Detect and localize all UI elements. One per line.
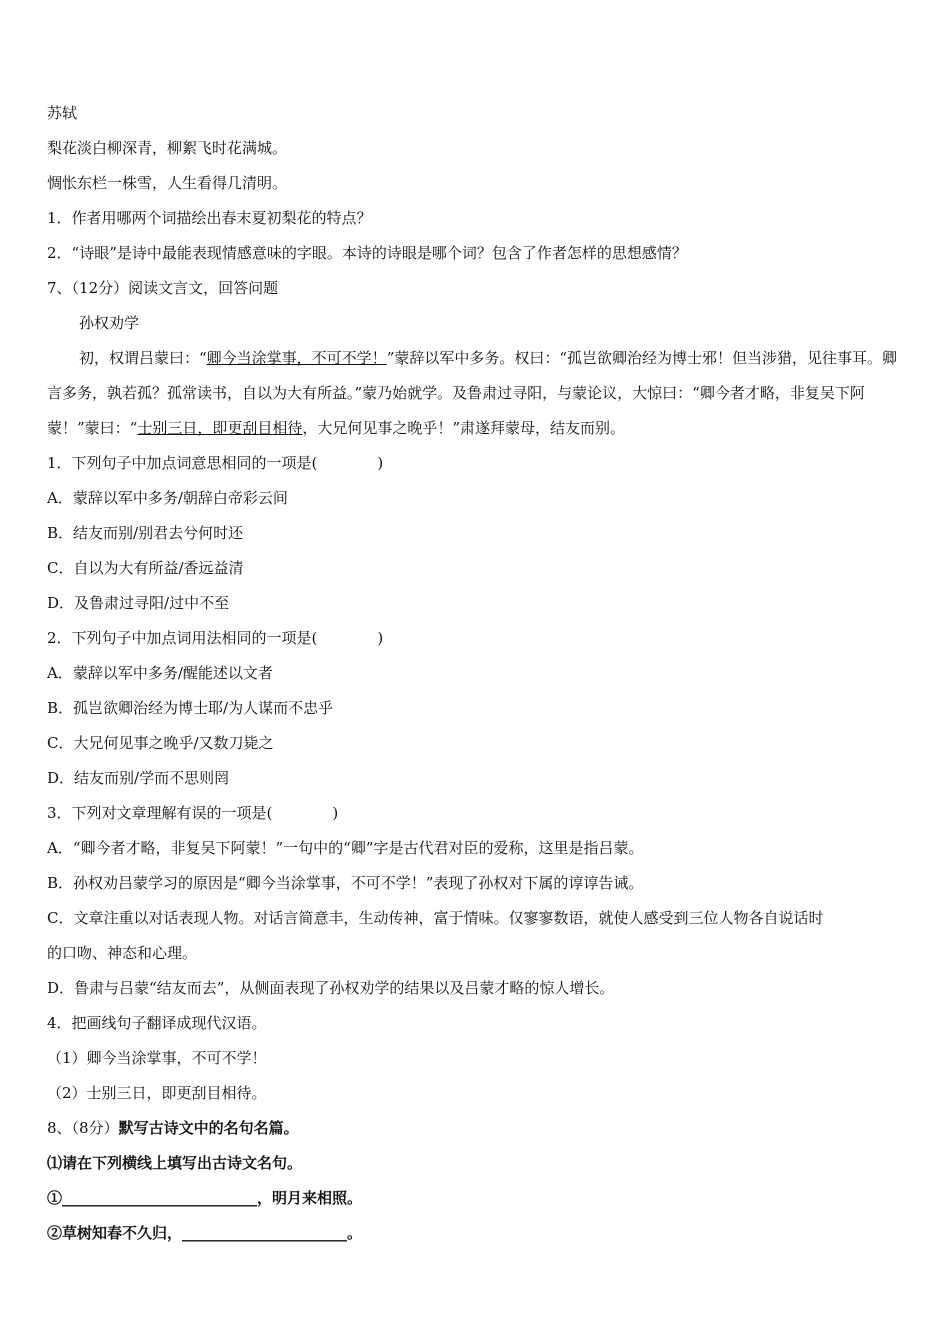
- sub-question-1-stem: 1．下列句子中加点词意思相同的一项是( ): [47, 454, 384, 472]
- poem-author: 苏轼: [47, 104, 78, 122]
- passage-text-part: 初，权谓吕蒙曰：“: [79, 349, 207, 367]
- q8-sub-instruction: ⑴请在下列横线上填写出古诗文名句。: [47, 1154, 303, 1172]
- sub-question-2-option-c: C．大兄何见事之晚乎/又数刀毙之: [47, 734, 274, 752]
- passage-text: [47, 341, 907, 446]
- sub-question-1-option-b: B．结友而别/别君去兮何时还: [47, 524, 244, 542]
- sub-question-2-option-b: B．孤岂欲卿治经为博士耶/为人谋而不忠乎: [47, 699, 334, 717]
- q8-header: [47, 1111, 907, 1146]
- q8-fill-blank-2: ②草树知春不久归，______________________。: [47, 1224, 363, 1242]
- sub-question-2-option-d: D．结友而别/学而不思则罔: [47, 769, 230, 787]
- sub-question-2-option-a: A．蒙辞以军中多务/醒能述以文者: [47, 664, 273, 682]
- sub-question-3-option-c: C．文章注重以对话表现人物。对话言简意丰，生动传神，富于情味。仅寥寥数语，就使人感受到三位人物各自说话时: [47, 909, 824, 927]
- q6-question-1: 1．作者用哪两个词描绘出春末夏初梨花的特点？: [47, 209, 372, 227]
- sub-question-3-option-c-continued: 的口吻、神态和心理。: [47, 944, 198, 962]
- sub-question-1-option-a: A．蒙辞以军中多务/朝辞白帝彩云间: [47, 489, 288, 507]
- passage-text-part: ”蒙辞以军中多务。权曰：“孤岂欲卿治经为博士邪！但当涉猎，见往事耳。卿言多务，孰若孤？孤常读书，自以为大有所益。”蒙乃始就学。及鲁肃过寻阳，与蒙论议，大惊曰：“卿今者才略，非复吴下阿蒙！”蒙曰：“: [47, 349, 898, 437]
- q7-header: 7、（12分）阅读文言文，回答问题: [47, 279, 279, 297]
- poem-line-2: 惆怅东栏一株雪，人生看得几清明。: [47, 174, 288, 192]
- translation-item-2: （2）士别三日，即更刮目相待。: [47, 1084, 267, 1102]
- sub-question-3-option-a: A．“卿今者才略，非复吴下阿蒙！”一句中的“卿”字是古代君对臣的爱称，这里是指吕蒙。: [47, 839, 644, 857]
- sub-question-3-stem: 3．下列对文章理解有误的一项是( ): [47, 804, 339, 822]
- sub-question-1-option-c: C．自以为大有所益/香远益清: [47, 559, 244, 577]
- underlined-sentence-1: 卿今当涂掌事，不可不学！: [206, 349, 387, 367]
- translation-item-1: （1）卿今当涂掌事，不可不学！: [47, 1049, 267, 1067]
- sub-question-4-stem: 4．把画线句子翻译成现代汉语。: [47, 1014, 267, 1032]
- q8-header-title: 默写古诗文中的名句名篇。: [118, 1119, 299, 1137]
- q6-question-2: 2．“诗眼”是诗中最能表现情感意味的字眼。本诗的诗眼是哪个词？包含了作者怎样的思想感情？: [47, 244, 687, 262]
- sub-question-2-stem: 2．下列句子中加点词用法相同的一项是( ): [47, 629, 384, 647]
- passage-title: 孙权劝学: [79, 314, 140, 332]
- sub-question-1-option-d: D．及鲁肃过寻阳/过中不至: [47, 594, 230, 612]
- document-page: [47, 96, 907, 1251]
- q8-header-prefix: 8、（8分）: [47, 1119, 119, 1137]
- sub-question-3-option-d: D．鲁肃与吕蒙“结友而去”，从侧面表现了孙权劝学的结果以及吕蒙才略的惊人增长。: [47, 979, 615, 997]
- passage-text-part: ，大兄何见事之晚乎！”肃遂拜蒙母，结友而别。: [302, 419, 626, 437]
- underlined-sentence-2: 士别三日，即更刮目相待: [137, 419, 303, 437]
- sub-question-3-option-b: B．孙权劝吕蒙学习的原因是“卿今当涂掌事，不可不学！”表现了孙权对下属的谆谆告诫。: [47, 874, 644, 892]
- q8-fill-blank-1: ①__________________________，明月来相照。: [47, 1189, 363, 1207]
- poem-line-1: 梨花淡白柳深青，柳絮飞时花满城。: [47, 139, 288, 157]
